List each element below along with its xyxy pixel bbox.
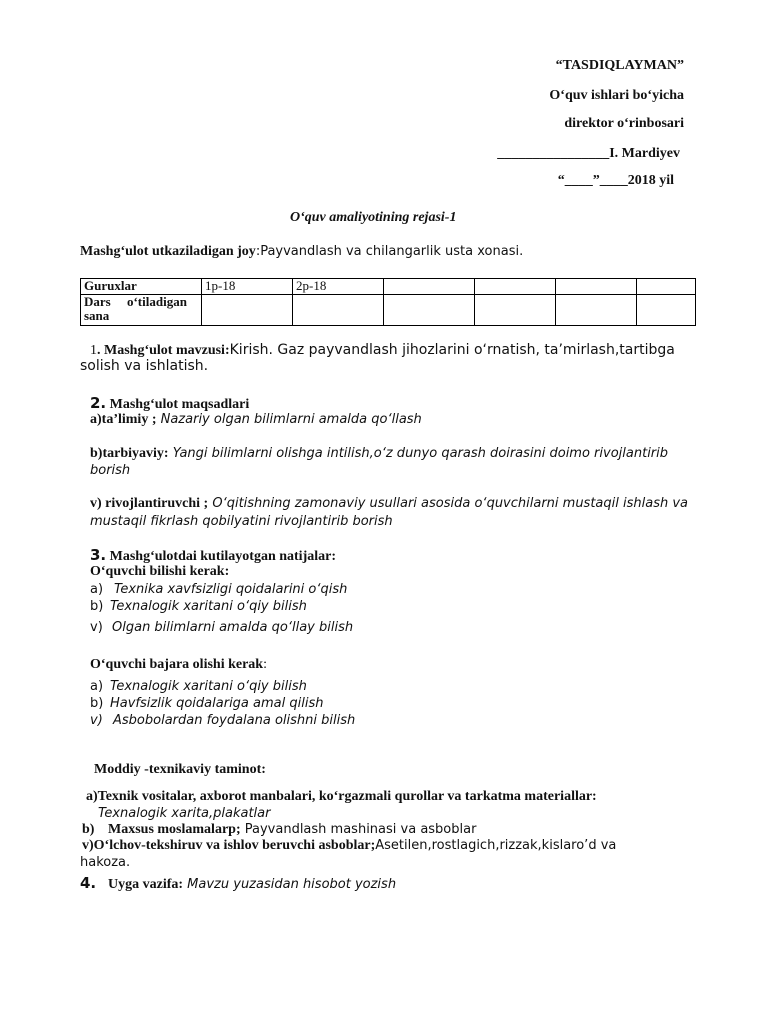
material-a-text: Texnalogik xarita,plakatlar: [98, 806, 271, 821]
section2-a-text: Nazariy olgan bilimlarni amalda qo‘llash: [156, 412, 422, 427]
location-value: :Payvandlash va chilangarlik usta xonasi.: [255, 244, 524, 259]
plan-title: O‘quv amaliyotining rejasi-1: [290, 210, 457, 225]
table-row-label-date-b: sana: [84, 308, 110, 323]
approval-line1: O‘quv ishlari bo‘yicha: [549, 88, 684, 103]
list-marker: b): [90, 696, 104, 711]
table-cell-empty: [202, 295, 293, 326]
list-marker: a): [90, 679, 104, 694]
section2-a: [90, 412, 422, 428]
list-item: [90, 695, 323, 711]
table-cell-empty: [637, 279, 696, 295]
section1-label: . Mashg‘ulot mavzusi:: [97, 343, 230, 358]
section2-label: Mashg‘ulot maqsadlari: [106, 397, 250, 412]
list-item: [90, 581, 347, 597]
section4-number: 4.: [80, 874, 97, 892]
do-label-line: [90, 657, 267, 673]
do-label: O‘quvchi bajara olishi kerak: [90, 657, 264, 672]
material-v: [82, 838, 616, 854]
list-text: Texnika xavfsizligi qoidalarini o‘qish: [114, 582, 348, 597]
list-text: Asbobolardan foydalana olishni bilish: [113, 713, 356, 728]
approval-signature: ________________I. Mardiyev: [497, 146, 680, 161]
list-item: [90, 712, 355, 728]
list-item: [90, 678, 307, 694]
section4-text: Mavzu yuzasidan hisobot yozish: [183, 877, 397, 892]
groups-table: [80, 278, 696, 326]
table-cell-empty: [475, 295, 556, 326]
table-cell-empty: [556, 279, 637, 295]
list-marker: v): [90, 713, 103, 728]
section1-number: 1: [90, 343, 97, 358]
list-marker: v): [90, 620, 103, 635]
material-b-label: Maxsus moslamalarp;: [108, 822, 241, 837]
material-b: [82, 822, 476, 838]
section4-label: Uyga vazifa:: [108, 877, 184, 892]
section3-number: 3.: [90, 546, 107, 564]
section3-label: Mashg‘ulotdai kutilayotgan natijalar:: [106, 549, 336, 564]
section3-heading: [90, 546, 336, 565]
table-row-label-date: [81, 295, 202, 326]
section2-v-label: v) rivojlantiruvchi ;: [90, 496, 209, 511]
list-text: Texnalogik xaritani o‘qiy bilish: [110, 679, 307, 694]
section2-v-text-a: O‘qitishning zamonaviy usullari asosida o‘quvchilarni mustaqil ishlash va: [208, 496, 689, 511]
table-row-label-date-a: Dars o‘tiladigan: [84, 294, 187, 309]
section1-text-b: solish va ishlatish.: [80, 358, 209, 374]
list-text: Olgan bilimlarni amalda qo‘llay bilish: [112, 620, 354, 635]
section1-line1: [90, 342, 675, 359]
section2-b: [90, 446, 668, 462]
table-cell-empty: [384, 295, 475, 326]
table-cell-empty: [637, 295, 696, 326]
section2-number: 2.: [90, 394, 107, 412]
approval-date: “____”____2018 yil: [557, 173, 674, 188]
section2-a-label: a)ta’limiy ;: [90, 412, 157, 427]
material-v-text-b: hakoza.: [80, 855, 131, 870]
know-label: O‘quvchi bilishi kerak:: [90, 564, 230, 579]
section2-b-text-b: borish: [90, 463, 131, 478]
table-cell-group2: 2p-18: [293, 279, 384, 295]
table-cell-empty: [384, 279, 475, 295]
section2-b-label: b)tarbiyaviy:: [90, 446, 169, 461]
approval-line2: direktor o‘rinbosari: [564, 116, 684, 131]
list-text: Texnalogik xaritani o‘qiy bilish: [110, 599, 307, 614]
section4-line: [80, 874, 396, 893]
list-marker: a): [90, 582, 104, 597]
section2-heading: [90, 394, 249, 413]
list-item: [90, 598, 307, 614]
location-line: [80, 244, 523, 260]
material-b-mark: b): [82, 822, 95, 837]
list-item: [90, 619, 353, 635]
table-cell-empty: [293, 295, 384, 326]
material-b-text: Payvandlash mashinasi va asboblar: [240, 822, 477, 837]
material-title: Moddiy -texnikaviy taminot:: [94, 762, 266, 777]
section2-v-text-b: mustaqil fikrlash qobilyatini rivojlantirib borish: [90, 514, 393, 529]
location-label: Mashg‘ulot utkaziladigan joy: [80, 244, 256, 259]
table-row-label-groups: Guruxlar: [81, 279, 202, 295]
table-cell-empty: [556, 295, 637, 326]
section2-b-text-a: Yangi bilimlarni olishga intilish,o‘z dunyo qarash doirasini doimo rivojlantirib: [168, 446, 669, 461]
approval-title: “TASDIQLAYMAN”: [555, 58, 684, 73]
section2-v: [90, 496, 688, 512]
material-a-label: a)Texnik vositalar, axborot manbalari, ko‘rgazmali qurollar va tarkatma materiallar:: [86, 789, 597, 804]
section1-text-a: Kirish. Gaz payvandlash jihozlarini o‘rnatish, ta’mirlash,tartibga: [229, 342, 675, 358]
do-colon: :: [263, 657, 267, 672]
list-marker: b): [90, 599, 104, 614]
material-v-text-a: Asetilen,rostlagich,rizzak,kislaro’d va: [375, 838, 617, 853]
material-v-label: v)O‘lchov-tekshiruv va ishlov beruvchi asboblar;: [82, 838, 376, 853]
table-cell-empty: [475, 279, 556, 295]
table-cell-group1: 1p-18: [202, 279, 293, 295]
list-text: Havfsizlik qoidalariga amal qilish: [110, 696, 324, 711]
